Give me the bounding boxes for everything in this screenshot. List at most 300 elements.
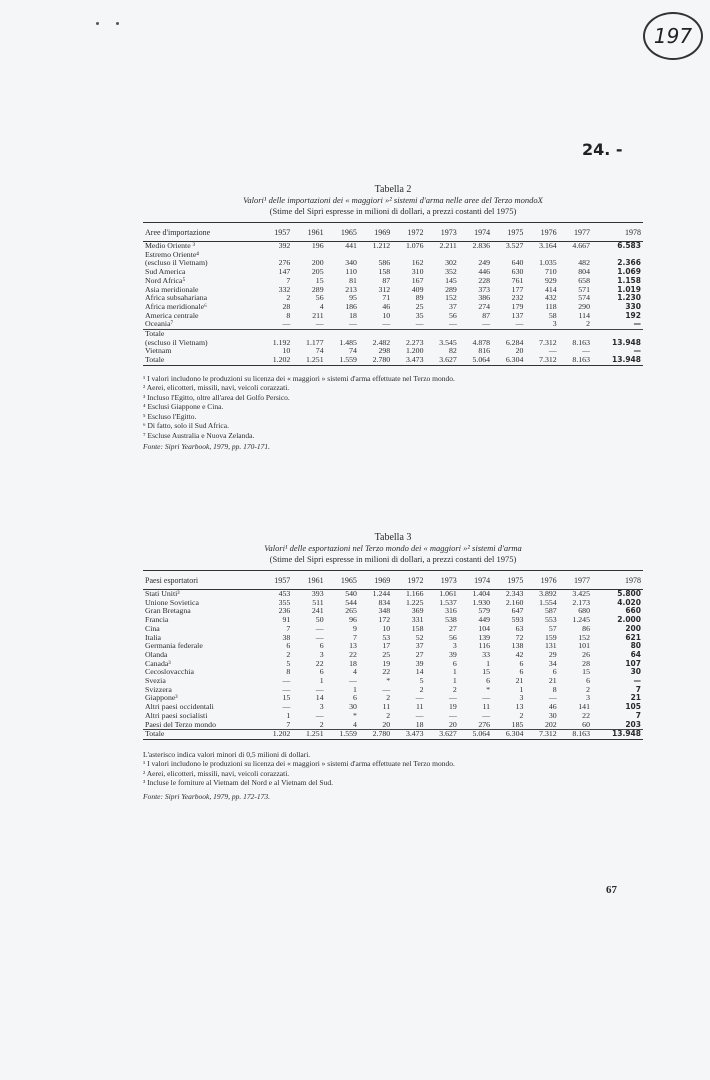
table-cell: 1.202 bbox=[259, 730, 292, 740]
table-cell: 373 bbox=[478, 284, 491, 294]
table-cell: — bbox=[633, 676, 641, 686]
table-cell: 1.035 bbox=[539, 258, 557, 268]
row-label: Totale bbox=[143, 730, 259, 740]
row-label: Nord Africa⁵ bbox=[145, 275, 186, 285]
table-cell: 1.559 bbox=[326, 730, 359, 740]
table-cell: 249 bbox=[478, 258, 491, 268]
table-cell: 579 bbox=[478, 606, 491, 616]
table-cell: 185 bbox=[511, 719, 524, 729]
table-cell: 2.780 bbox=[359, 356, 392, 365]
table-cell: 38 bbox=[282, 632, 291, 642]
table-cell: — bbox=[282, 702, 291, 712]
table-cell: 7.312 bbox=[525, 730, 558, 740]
table-cell: 1.212 bbox=[372, 241, 391, 250]
table-cell: 587 bbox=[544, 606, 557, 616]
table-cell: — bbox=[315, 710, 324, 720]
row-label: Totale bbox=[143, 330, 259, 339]
table-cell: 302 bbox=[445, 258, 457, 268]
table-cell: 1 bbox=[286, 710, 291, 720]
table-cell: 265 bbox=[345, 606, 357, 616]
row-label: Unione Sovietica bbox=[145, 597, 199, 607]
table-cell: * bbox=[386, 676, 391, 686]
table-row bbox=[143, 268, 643, 277]
table-cell: 3.545 bbox=[439, 337, 457, 347]
table-cell: 46 bbox=[548, 702, 557, 712]
row-label: Cecoslovacchia bbox=[145, 667, 194, 677]
table-cell: 22 bbox=[382, 667, 391, 677]
table-cell: 22 bbox=[349, 649, 357, 659]
row-label: America centrale bbox=[145, 310, 199, 320]
table-cell: — bbox=[548, 693, 557, 703]
table-cell: 658 bbox=[578, 275, 590, 285]
row-label: Germania federale bbox=[145, 641, 203, 651]
table-cell: 52 bbox=[415, 632, 424, 642]
header-row bbox=[143, 571, 643, 590]
table-cell: 21 bbox=[630, 693, 641, 703]
table-cell: 1.930 bbox=[472, 597, 491, 607]
table-cell: 179 bbox=[511, 301, 524, 311]
table-cell: 4.878 bbox=[472, 337, 491, 347]
table-cell: 15 bbox=[315, 275, 324, 285]
table-row bbox=[143, 242, 643, 251]
table-cell: — bbox=[282, 676, 291, 686]
table-cell: 3 bbox=[319, 702, 324, 712]
table-cell: 71 bbox=[382, 293, 391, 303]
table-cell: 105 bbox=[625, 702, 641, 712]
table-cell: 101 bbox=[578, 641, 590, 651]
table-cell: 538 bbox=[445, 615, 457, 625]
table-cell: 1.554 bbox=[539, 597, 557, 607]
table-cell: 2.273 bbox=[405, 337, 424, 347]
table-cell: 87 bbox=[482, 310, 491, 320]
table-cell: 2 bbox=[586, 684, 590, 694]
table-cell: 10 bbox=[382, 623, 391, 633]
table-cell: 310 bbox=[411, 267, 424, 277]
table-cell: 232 bbox=[511, 293, 524, 303]
table-cell: 64 bbox=[630, 649, 641, 659]
table-cell: 152 bbox=[578, 632, 590, 642]
table-cell: 4 bbox=[352, 719, 357, 729]
table-cell: 1.076 bbox=[405, 241, 424, 250]
table-cell: 30 bbox=[630, 667, 641, 677]
table-cell: 6 bbox=[552, 667, 557, 677]
table-row bbox=[143, 312, 643, 321]
row-label: Altri paesi occidentali bbox=[145, 702, 214, 712]
table-cell: 2 bbox=[519, 710, 524, 720]
table-row bbox=[143, 703, 643, 712]
table-cell: — bbox=[315, 623, 324, 633]
table-cell: 37 bbox=[448, 301, 457, 311]
table-cell: — bbox=[482, 693, 491, 703]
table-cell: 3 bbox=[552, 319, 557, 329]
column-header: 1969 bbox=[374, 575, 391, 585]
table-cell: 107 bbox=[625, 658, 641, 668]
table-cell: 2 bbox=[286, 293, 291, 303]
table-cell: 1.225 bbox=[405, 597, 424, 607]
table-cell: 196 bbox=[311, 241, 324, 250]
column-header: 1974 bbox=[474, 227, 491, 237]
table-cell: 39 bbox=[415, 658, 424, 668]
table3-title: Tabella 3 bbox=[374, 532, 412, 543]
table-cell: 20 bbox=[382, 719, 391, 729]
table-cell: 1.166 bbox=[405, 589, 424, 598]
table-row bbox=[143, 599, 643, 608]
table-cell: 139 bbox=[478, 632, 491, 642]
table-cell: 3.473 bbox=[392, 356, 425, 365]
row-label: Olanda bbox=[145, 649, 168, 659]
table-cell: 19 bbox=[448, 702, 457, 712]
table-cell: — bbox=[482, 319, 491, 329]
table-row bbox=[143, 668, 643, 677]
table-cell: — bbox=[633, 319, 641, 329]
table-cell: 5.064 bbox=[459, 730, 492, 740]
footnote: ⁶ Di fatto, solo il Sud Africa. bbox=[143, 421, 229, 431]
table-cell: 274 bbox=[478, 301, 491, 311]
table-cell: 3 bbox=[452, 641, 457, 651]
table-cell: 1.069 bbox=[617, 267, 641, 277]
table-cell: 39 bbox=[448, 649, 457, 659]
table-cell: 2 bbox=[286, 649, 291, 659]
table-cell: 640 bbox=[511, 258, 524, 268]
table-cell: 2.211 bbox=[439, 241, 457, 250]
table-cell: 6 bbox=[519, 667, 524, 677]
table-cell: 316 bbox=[445, 606, 457, 616]
table-cell: 35 bbox=[415, 310, 424, 320]
row-label: Svizzera bbox=[145, 684, 172, 694]
table-cell: 34 bbox=[548, 658, 557, 668]
table-cell: 1.177 bbox=[306, 337, 324, 347]
table-cell: 8 bbox=[552, 684, 557, 694]
table-cell: 95 bbox=[349, 293, 357, 303]
table-cell: 7.312 bbox=[525, 356, 558, 365]
table-cell: 13 bbox=[349, 641, 357, 651]
row-label: Totale bbox=[143, 356, 259, 365]
table-cell: 202 bbox=[544, 719, 557, 729]
table-cell: 2 bbox=[386, 710, 391, 720]
table-cell: 6.583 bbox=[617, 241, 641, 250]
table-cell: 511 bbox=[312, 597, 324, 607]
table-row bbox=[143, 259, 643, 268]
column-header: 1973 bbox=[440, 575, 457, 585]
row-label: Sud America bbox=[145, 267, 186, 277]
table-cell: 10 bbox=[382, 310, 391, 320]
table-cell: 6 bbox=[586, 676, 590, 686]
table-cell: 3.627 bbox=[425, 730, 458, 740]
table-cell: 56 bbox=[448, 632, 457, 642]
row-label: Paesi del Terzo mondo bbox=[145, 719, 216, 729]
table-cell: 761 bbox=[511, 275, 524, 285]
table-cell: — bbox=[415, 319, 424, 329]
table-cell: 1.251 bbox=[292, 356, 325, 365]
row-label: Gran Bretagna bbox=[145, 606, 191, 616]
table-cell: 56 bbox=[315, 293, 324, 303]
table-row bbox=[143, 721, 643, 730]
table-cell: 1.537 bbox=[439, 597, 457, 607]
table-cell: 72 bbox=[515, 632, 524, 642]
table-cell: — bbox=[382, 319, 391, 329]
table-cell: 159 bbox=[544, 632, 557, 642]
row-label: Italia bbox=[145, 632, 162, 642]
table-cell: 15 bbox=[582, 667, 590, 677]
table-cell: 203 bbox=[625, 719, 641, 729]
table-cell: 5 bbox=[419, 676, 424, 686]
table-cell: — bbox=[448, 710, 457, 720]
table-cell: 392 bbox=[278, 241, 291, 250]
table-cell: 1 bbox=[486, 658, 491, 668]
table-cell: 18 bbox=[349, 658, 357, 668]
table-cell: 621 bbox=[625, 632, 641, 642]
table3-section bbox=[143, 532, 643, 801]
scan-speck bbox=[116, 22, 119, 25]
table-cell: 2.000 bbox=[617, 615, 641, 625]
row-label: (escluso il Vietnam) bbox=[145, 337, 208, 347]
table-cell: 276 bbox=[478, 719, 491, 729]
table-cell: 2 bbox=[419, 684, 424, 694]
table-cell: 172 bbox=[378, 615, 391, 625]
header-row bbox=[143, 223, 643, 242]
table3-notes bbox=[143, 750, 643, 788]
table-cell: 20 bbox=[448, 719, 457, 729]
table-row bbox=[143, 590, 643, 599]
table-cell: 4 bbox=[319, 301, 324, 311]
table-cell: 2.836 bbox=[472, 241, 491, 250]
table-cell: 710 bbox=[544, 267, 557, 277]
table-cell: 1.061 bbox=[439, 589, 457, 598]
row-label: Altri paesi socialisti bbox=[145, 710, 208, 720]
table-cell: 211 bbox=[312, 310, 324, 320]
table3-source: Fonte: Sipri Yearbook, 1979, pp. 172-173. bbox=[143, 791, 271, 801]
table-cell: 200 bbox=[625, 623, 641, 633]
table-row bbox=[143, 642, 643, 651]
table-cell: 80 bbox=[630, 641, 641, 651]
table-cell: 33 bbox=[482, 649, 491, 659]
table-cell: 141 bbox=[578, 702, 590, 712]
table-cell: 177 bbox=[511, 284, 524, 294]
table-cell: 18 bbox=[415, 719, 424, 729]
column-header: Paesi esportatori bbox=[145, 575, 199, 585]
table-cell: 3 bbox=[319, 649, 324, 659]
table-cell: — bbox=[282, 319, 291, 329]
footnote: ¹ I valori includono le produzioni su licenza dei « maggiori » sistemi d'arma effettuate nel Terzo mondo. bbox=[143, 759, 455, 769]
table-cell: 46 bbox=[382, 301, 391, 311]
footnote: ³ Incluso l'Egitto, oltre all'area del Golfo Persico. bbox=[143, 392, 290, 402]
table-cell: — bbox=[349, 676, 357, 686]
table2-section bbox=[143, 184, 643, 452]
table-cell: — bbox=[415, 693, 424, 703]
table-cell: 89 bbox=[415, 293, 424, 303]
table-cell: — bbox=[448, 319, 457, 329]
table-cell: 1.200 bbox=[405, 346, 424, 356]
table-cell: 6 bbox=[286, 641, 291, 651]
table-cell: 13.948 bbox=[612, 337, 641, 347]
table-cell: 1.158 bbox=[617, 275, 641, 285]
table-cell: 137 bbox=[511, 310, 524, 320]
table-cell: 6 bbox=[519, 658, 524, 668]
table-row bbox=[143, 286, 643, 295]
table-cell: 21 bbox=[515, 676, 524, 686]
table-cell: 21 bbox=[548, 676, 557, 686]
table-cell: 1.245 bbox=[572, 615, 590, 625]
table-cell: 7 bbox=[635, 684, 641, 694]
table-cell: 298 bbox=[378, 346, 391, 356]
table-cell: 1.230 bbox=[617, 293, 641, 303]
table-cell: * bbox=[486, 684, 491, 694]
table-cell: 6.304 bbox=[492, 356, 525, 365]
table-cell: 446 bbox=[478, 267, 491, 277]
table-cell: 20 bbox=[515, 346, 524, 356]
table-cell: 241 bbox=[311, 606, 324, 616]
table-cell: 540 bbox=[345, 589, 357, 598]
table-cell: 91 bbox=[282, 615, 291, 625]
table-cell: 834 bbox=[378, 597, 391, 607]
table-cell: — bbox=[315, 632, 324, 642]
table-cell: 58 bbox=[548, 310, 557, 320]
table-cell: 312 bbox=[378, 284, 391, 294]
table2-table bbox=[143, 222, 643, 366]
column-header: 1978 bbox=[625, 575, 641, 585]
page-number: 67 bbox=[606, 884, 617, 896]
table-cell: 186 bbox=[345, 301, 357, 311]
table-cell: 56 bbox=[448, 310, 457, 320]
table-cell: 929 bbox=[544, 275, 557, 285]
table-cell: 11 bbox=[382, 702, 391, 712]
page-mark: 24. - bbox=[582, 140, 623, 159]
table-cell: 28 bbox=[282, 301, 291, 311]
scan-speck bbox=[96, 22, 99, 25]
table-cell: 192 bbox=[625, 310, 641, 320]
table-cell: 30 bbox=[548, 710, 557, 720]
table-cell: 13.948 bbox=[592, 730, 643, 740]
table-cell: 7.312 bbox=[539, 337, 557, 347]
table-cell: 158 bbox=[378, 267, 391, 277]
table3-subtitle2: (Stime del Sipri espresse in milioni di dollari, a prezzi costanti del 1975) bbox=[269, 554, 517, 564]
table-cell: 22 bbox=[315, 658, 324, 668]
table-cell: 630 bbox=[511, 267, 524, 277]
table-cell: 3 bbox=[519, 693, 524, 703]
table-cell: — bbox=[582, 346, 590, 356]
table-cell: 7 bbox=[286, 275, 291, 285]
table-cell: 330 bbox=[625, 301, 641, 311]
table-row bbox=[143, 320, 643, 329]
table-cell: 8 bbox=[286, 667, 291, 677]
table-cell: 15 bbox=[482, 667, 491, 677]
table-cell: 593 bbox=[511, 615, 524, 625]
table-cell: 453 bbox=[278, 589, 291, 598]
table-cell: 3.164 bbox=[539, 241, 557, 250]
table-cell: — bbox=[315, 319, 324, 329]
table-cell: 2.780 bbox=[359, 730, 392, 740]
table-cell: 205 bbox=[311, 267, 324, 277]
table-cell: 482 bbox=[578, 258, 590, 268]
table-cell: 6 bbox=[319, 641, 324, 651]
table-cell: 63 bbox=[515, 623, 524, 633]
table-cell: 60 bbox=[582, 719, 590, 729]
row-label: (escluso il Vietnam) bbox=[145, 258, 208, 268]
table-cell: 6.284 bbox=[505, 337, 524, 347]
table-cell: — bbox=[415, 710, 424, 720]
table-cell: 50 bbox=[315, 615, 324, 625]
table3-subtitle: Valori¹ delle esportazioni nel Terzo mondo dei « maggiori »² sistemi d'arma bbox=[264, 543, 522, 553]
column-header: 1975 bbox=[507, 575, 524, 585]
table-row bbox=[143, 277, 643, 286]
table-cell: 13.948 bbox=[592, 356, 643, 365]
table2-subtitle: Valori¹ delle importazioni dei « maggiori »² sistemi d'arma nelle aree del Terzo mondoX bbox=[243, 195, 543, 205]
table-cell: 26 bbox=[582, 649, 590, 659]
footnote: L'asterisco indica valori minori di 0,5 milioni di dollari. bbox=[143, 749, 311, 759]
table-cell: 42 bbox=[515, 649, 524, 659]
table-cell: 11 bbox=[415, 702, 424, 712]
table-cell: 3 bbox=[586, 693, 590, 703]
table-row bbox=[143, 660, 643, 669]
table-cell: 355 bbox=[278, 597, 291, 607]
table-cell: 22 bbox=[582, 710, 590, 720]
table-cell: 29 bbox=[548, 649, 557, 659]
table-cell: 340 bbox=[345, 258, 357, 268]
table-cell: 114 bbox=[578, 310, 590, 320]
table-cell: 53 bbox=[382, 632, 391, 642]
table-cell: 3.425 bbox=[572, 589, 590, 598]
table-cell: 82 bbox=[448, 346, 457, 356]
table-cell: 27 bbox=[448, 623, 457, 633]
column-header: 1957 bbox=[274, 575, 291, 585]
row-label: Stati Uniti³ bbox=[145, 589, 180, 598]
table-row bbox=[143, 356, 643, 365]
table-cell: 553 bbox=[544, 615, 557, 625]
table-row bbox=[143, 347, 643, 356]
table-cell: 816 bbox=[478, 346, 491, 356]
column-header: 1969 bbox=[374, 227, 391, 237]
table-cell: 680 bbox=[578, 606, 590, 616]
row-label: Medio Oriente ³ bbox=[145, 241, 195, 250]
table-row bbox=[143, 330, 643, 339]
table-cell: — bbox=[382, 684, 391, 694]
table-cell: 586 bbox=[378, 258, 391, 268]
table-cell: 104 bbox=[478, 623, 491, 633]
circled-annotation: 197 bbox=[643, 12, 703, 60]
footnote: ² Aerei, elicotteri, missili, navi, veicoli corazzati. bbox=[143, 383, 290, 393]
footnote: ⁴ Esclusi Giappone e Cina. bbox=[143, 402, 224, 412]
table-cell: 6 bbox=[452, 658, 457, 668]
row-label: Vietnam bbox=[145, 346, 172, 356]
table-cell: 2 bbox=[386, 693, 391, 703]
table-cell: 8.163 bbox=[559, 730, 592, 740]
column-header: 1972 bbox=[407, 575, 424, 585]
table-cell: — bbox=[548, 346, 557, 356]
table-cell: 7 bbox=[286, 719, 291, 729]
table-cell: 86 bbox=[582, 623, 590, 633]
table-cell: 1 bbox=[452, 667, 457, 677]
footnote: ³ Incluse le forniture al Vietnam del Nord e al Vietnam del Sud. bbox=[143, 778, 333, 788]
table-cell: 152 bbox=[445, 293, 457, 303]
column-header: 1972 bbox=[407, 227, 424, 237]
table-cell: 27 bbox=[415, 649, 424, 659]
row-label: Giappone³ bbox=[145, 693, 178, 703]
table-cell: 289 bbox=[445, 284, 457, 294]
row-label: Canada³ bbox=[145, 658, 171, 668]
table-cell: 2 bbox=[319, 719, 324, 729]
table-cell: 7 bbox=[352, 632, 357, 642]
table-cell: 2.173 bbox=[572, 597, 590, 607]
table-cell: 1.485 bbox=[339, 337, 357, 347]
table3-table bbox=[143, 570, 643, 740]
column-header: 1973 bbox=[440, 227, 457, 237]
table-cell: 9 bbox=[352, 623, 357, 633]
row-label: Svezia bbox=[145, 676, 166, 686]
table2-title: Tabella 2 bbox=[374, 184, 412, 195]
table-cell: 74 bbox=[349, 346, 357, 356]
table-cell: 25 bbox=[382, 649, 391, 659]
table-cell: 8.163 bbox=[572, 337, 590, 347]
